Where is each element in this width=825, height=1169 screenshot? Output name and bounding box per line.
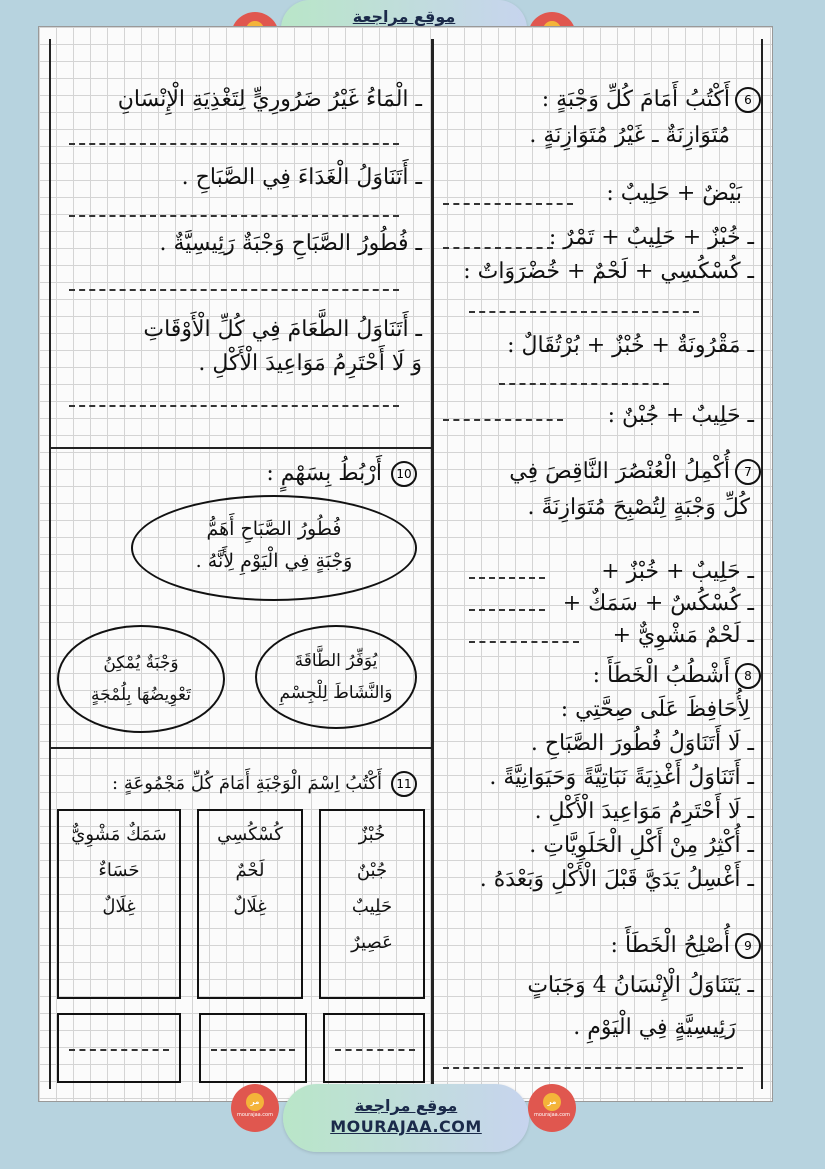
question-number-11: 11: [391, 771, 417, 797]
site-name-arabic[interactable]: موقع مراجعة: [352, 7, 456, 26]
site-banner-bottom[interactable]: [283, 1084, 529, 1152]
q9-line-2: رَئِيسِيَّةٍ فِي الْيَوْمِ .: [573, 1015, 736, 1040]
q6-item-2: ـ خُبْزٌ + حَلِيبٌ + تَمْرٌ :: [548, 225, 754, 250]
q6-title: أَكْتُبُ أَمَامَ كُلِّ وَجْبَةٍ :: [541, 87, 730, 112]
q8-title: أَشْطُبُ الْخَطَأَ :: [592, 663, 730, 688]
q8-item-2[interactable]: ـ أَتَنَاوَلُ أَغْذِيَةً نَبَاتِيَّةً وَحَيَوَانِيَّةً .: [489, 765, 754, 790]
logo-left-bottom: مر mourajaa.com: [231, 1084, 279, 1132]
food-group-box-3: سَمَكٌ مَشْوِيٌّ حَسَاءٌ غِلَالٌ: [57, 809, 181, 999]
q10-bubble-right[interactable]: يُوَفِّرُ الطَّاقَةَ وَالنَّشَاطَ لِلْجِسْمِ: [255, 625, 417, 729]
statement-2: ـ أَتَنَاوَلُ الْغَدَاءَ فِي الصَّبَاحِ .: [181, 165, 422, 190]
q7-subtitle: كُلِّ وَجْبَةٍ لِتُصْبِحَ مُتَوَازِنَةً .: [527, 495, 750, 520]
q8-item-4[interactable]: ـ أُكْثِرُ مِنْ أَكْلِ الْحَلَوِيَّاتِ .: [529, 833, 754, 858]
statement-3: ـ فُطُورُ الصَّبَاحِ وَجْبَةٌ رَئِيسِيَّةٌ .: [159, 231, 422, 256]
food-group-box-2: كُسْكُسِي لَحْمٌ غِلَالٌ: [197, 809, 303, 999]
logo-right-bottom: مر mourajaa.com: [528, 1084, 576, 1132]
question-number-6: 6: [735, 87, 761, 113]
q6-item-3: ـ كُسْكُسِي + لَحْمٌ + خُضْرَوَاتٌ :: [463, 259, 754, 284]
answer-line: [69, 289, 399, 291]
answer-line: [69, 1049, 169, 1051]
answer-box-1[interactable]: [323, 1013, 425, 1083]
answer-line: [469, 311, 699, 313]
left-separator-2: [49, 747, 431, 749]
statement-4: ـ أَتَنَاوَلُ الطَّعَامَ فِي كُلِّ الْأَوْقَاتِ: [143, 317, 422, 342]
answer-line: [469, 609, 545, 611]
answer-line: [443, 1067, 743, 1069]
answer-line: [69, 215, 399, 217]
q6-item-5: ـ حَلِيبٌ + جُبْنٌ :: [607, 403, 754, 428]
q8-item-5[interactable]: ـ أَغْسِلُ يَدَيَّ قَبْلَ الْأَكْلِ وَبَعْدَهُ .: [479, 867, 754, 892]
answer-line: [69, 143, 399, 145]
answer-line: [469, 641, 579, 643]
q7-item-2: ـ كُسْكُسٌ + سَمَكٌ +: [562, 591, 754, 616]
worksheet: [38, 26, 773, 1102]
q7-item-1: ـ حَلِيبٌ + خُبْزٌ +: [601, 559, 754, 584]
q8-item-1[interactable]: ـ لَا أَتَنَاوَلُ فُطُورَ الصَّبَاحِ .: [530, 731, 754, 756]
column-divider: [431, 39, 434, 1089]
question-number-7: 7: [735, 459, 761, 485]
food-group-box-1: خُبْزٌ جُبْنٌ حَلِيبٌ عَصِيرٌ: [319, 809, 425, 999]
q10-bubble-top[interactable]: فُطُورُ الصَّبَاحِ أَهَمُّ وَجْبَةٍ فِي الْيَوْمِ لِأَنَّهُ .: [131, 495, 417, 601]
answer-line: [443, 247, 553, 249]
answer-line: [499, 383, 669, 385]
q9-title: أُصْلِحُ الْخَطَأَ :: [610, 933, 730, 958]
answer-line: [69, 405, 399, 407]
site-name-latin[interactable]: MOURAJAA.COM: [330, 1117, 482, 1136]
q8-item-3[interactable]: ـ لَا أَحْتَرِمُ مَوَاعِيدَ الْأَكْلِ .: [534, 799, 754, 824]
statement-1: ـ الْمَاءُ غَيْرُ ضَرُورِيٍّ لِتَغْذِيَةِ الْإِنْسَانِ: [117, 87, 422, 112]
answer-line: [335, 1049, 415, 1051]
question-number-10: 10: [391, 461, 417, 487]
q8-subtitle: لِأُحَافِظَ عَلَى صِحَّتِي :: [560, 697, 750, 722]
left-frame-line: [49, 39, 51, 1089]
q10-title: أَرْبُطُ بِسَهْمٍ :: [266, 461, 382, 486]
answer-box-2[interactable]: [199, 1013, 307, 1083]
answer-line: [211, 1049, 295, 1051]
q6-item-4: ـ مَقْرُونَةٌ + خُبْزٌ + بُرْتُقَالٌ :: [507, 333, 754, 358]
q11-title: أَكْتُبُ اِسْمَ الْوَجْبَةِ أَمَامَ كُلِّ مَجْمُوعَةٍ :: [112, 773, 382, 794]
question-number-8: 8: [735, 663, 761, 689]
answer-line: [443, 203, 573, 205]
q10-bubble-left[interactable]: وَجْبَةٌ يُمْكِنُ تَعْوِيضُهَا بِلُمْجَةٍ: [57, 625, 225, 733]
answer-box-3[interactable]: [57, 1013, 181, 1083]
q7-title: أُكْمِلُ الْعُنْصُرَ النَّاقِصَ فِي: [509, 459, 730, 484]
left-separator-1: [49, 447, 431, 449]
q7-item-3: ـ لَحْمٌ مَشْوِيٌّ +: [612, 623, 754, 648]
q6-subtitle: مُتَوَازِنَةٌ ـ غَيْرُ مُتَوَازِنَةٍ .: [529, 123, 730, 148]
right-frame-line: [761, 39, 763, 1089]
question-number-9: 9: [735, 933, 761, 959]
site-name-arabic[interactable]: موقع مراجعة: [354, 1096, 458, 1115]
q9-line-1: ـ يَتَنَاوَلُ الْإِنْسَانُ 4 وَجَبَاتٍ: [527, 973, 754, 998]
q6-item-1: بَيْضٌ + حَلِيبٌ :: [606, 181, 742, 206]
answer-line: [443, 419, 563, 421]
statement-4-continued: وَ لَا أَحْتَرِمُ مَوَاعِيدَ الْأَكْلِ .: [198, 351, 422, 376]
answer-line: [469, 577, 545, 579]
